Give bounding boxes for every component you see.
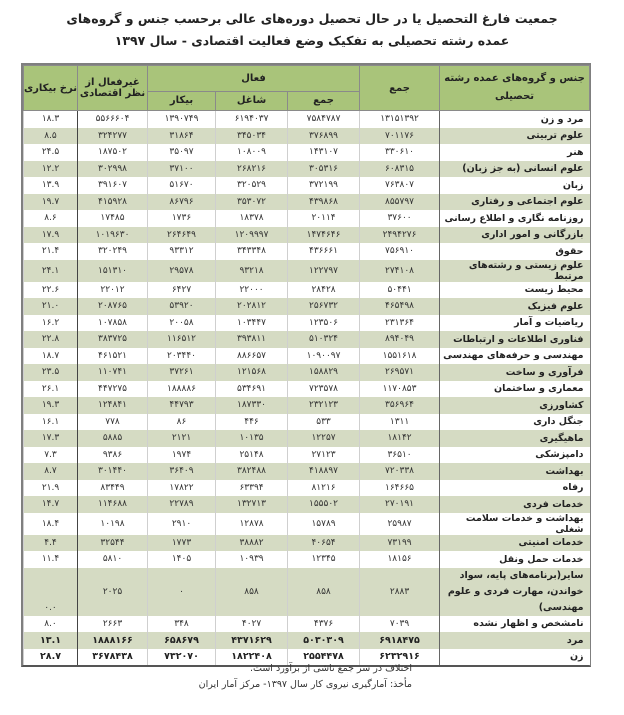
table-row xyxy=(24,144,590,161)
cell-unemployment-rate: ۸.۷ xyxy=(24,463,78,480)
table-row xyxy=(24,397,590,414)
cell-unemployment-rate: ۱۸.۴ xyxy=(24,513,78,535)
cell-active-total: ۲۵۶۷۳۲ xyxy=(288,298,360,315)
cell-active-total: ۵۱۰۳۲۴ xyxy=(288,331,360,348)
cell-employed: ۴۳۷۱۶۲۹ xyxy=(216,632,288,649)
cell-employed: ۲۲۰۰۰ xyxy=(216,282,288,299)
cell-group-name: ماهیگیری xyxy=(440,430,590,447)
table-row xyxy=(24,535,590,552)
cell-inactive: ۸۳۴۴۹ xyxy=(78,480,148,497)
table-row xyxy=(24,414,590,431)
cell-unemployed: ۹۳۳۱۲ xyxy=(148,243,216,260)
cell-unemployment-rate: ۲۴.۱ xyxy=(24,260,78,282)
cell-employed: ۴۴۶ xyxy=(216,414,288,431)
cell-total: ۲۶۹۵۷۱ xyxy=(360,364,440,381)
cell-unemployment-rate: ۱۷.۹ xyxy=(24,227,78,244)
header-group: جنس و گروه‌های عمده رشته تحصیلی xyxy=(440,66,590,111)
cell-employed: ۳۸۸۸۲ xyxy=(216,535,288,552)
cell-unemployed: ۱۷۳۶ xyxy=(148,210,216,227)
cell-unemployment-rate: ۱۴.۷ xyxy=(24,496,78,513)
cell-active-total: ۲۸۴۲۸ xyxy=(288,282,360,299)
cell-unemployed: ۲۶۴۶۴۹ xyxy=(148,227,216,244)
cell-active-total: ۸۵۸ xyxy=(288,568,360,616)
cell-group-name: علوم انسانی (به جز زبان) xyxy=(440,161,590,178)
cell-group-name: علوم فیزیک xyxy=(440,298,590,315)
table-row xyxy=(24,194,590,211)
data-table xyxy=(23,65,590,665)
cell-unemployed: ۲۱۲۱ xyxy=(148,430,216,447)
cell-employed: ۱۲۱۵۶۸ xyxy=(216,364,288,381)
cell-active-total: ۲۵۵۴۴۷۸ xyxy=(288,649,360,666)
cell-active-total: ۴۳۷۶ xyxy=(288,616,360,633)
cell-group-name: مهندسی و حرفه‌های مهندسی xyxy=(440,348,590,365)
cell-group-name: حقوق xyxy=(440,243,590,260)
table-row xyxy=(24,513,590,535)
cell-group-name: علوم اجتماعی و رفتاری xyxy=(440,194,590,211)
cell-unemployed: ۲۰۳۴۴۰ xyxy=(148,348,216,365)
cell-active-total: ۲۳۲۱۲۳ xyxy=(288,397,360,414)
cell-group-name: زبان xyxy=(440,177,590,194)
cell-unemployed: ۲۲۷۸۹ xyxy=(148,496,216,513)
cell-employed: ۸۸۶۶۵۷ xyxy=(216,348,288,365)
cell-inactive: ۱۷۴۸۵ xyxy=(78,210,148,227)
cell-group-name: ریاضیات و آمار xyxy=(440,315,590,332)
table-row xyxy=(24,260,590,282)
cell-group-name: سایر(برنامه‌های پایه، سواد خواندن، مهارت فردی و علوم مهندسی) xyxy=(440,568,590,616)
cell-group-name: رفاه xyxy=(440,480,590,497)
cell-active-total: ۴۳۹۸۶۸ xyxy=(288,194,360,211)
cell-unemployment-rate: ۱۶.۱ xyxy=(24,414,78,431)
header-unemployment-rate: نرخ بیکاری xyxy=(24,66,78,111)
cell-total: ۲۸۸۳ xyxy=(360,568,440,616)
cell-active-total: ۱۵۷۸۹ xyxy=(288,513,360,535)
cell-unemployment-rate: ۱۲.۲ xyxy=(24,161,78,178)
cell-employed: ۵۳۴۶۹۱ xyxy=(216,381,288,398)
cell-active-total: ۴۰۶۵۴ xyxy=(288,535,360,552)
header-inactive: غیرفعال از نظر اقتصادی xyxy=(78,66,148,111)
cell-total: ۲۷۰۱۹۱ xyxy=(360,496,440,513)
cell-group-name: مرد xyxy=(440,632,590,649)
cell-active-total: ۱۲۲۷۹۷ xyxy=(288,260,360,282)
table-row xyxy=(24,381,590,398)
cell-employed: ۱۸۲۲۴۰۸ xyxy=(216,649,288,666)
cell-inactive: ۲۰۸۷۶۵ xyxy=(78,298,148,315)
cell-inactive: ۴۴۷۲۷۵ xyxy=(78,381,148,398)
cell-active-total: ۳۷۲۱۹۹ xyxy=(288,177,360,194)
table-body xyxy=(24,111,590,666)
cell-group-name: معماری و ساختمان xyxy=(440,381,590,398)
table-row xyxy=(24,568,590,616)
cell-unemployment-rate: ۱۳.۱ xyxy=(24,632,78,649)
cell-active-total: ۵۳۳ xyxy=(288,414,360,431)
cell-group-name: خدمات فردی xyxy=(440,496,590,513)
table-row xyxy=(24,447,590,464)
cell-active-total: ۲۰۱۱۴ xyxy=(288,210,360,227)
cell-unemployed: ۶۵۸۶۷۹ xyxy=(148,632,216,649)
cell-active-total: ۱۲۳۴۵ xyxy=(288,551,360,568)
cell-active-total: ۱۰۹۰۰۹۷ xyxy=(288,348,360,365)
cell-unemployment-rate: ۲۲.۸ xyxy=(24,331,78,348)
table-row xyxy=(24,282,590,299)
cell-unemployed: ۱۳۹۰۷۴۹ xyxy=(148,111,216,128)
cell-unemployment-rate: ۲۳.۵ xyxy=(24,364,78,381)
cell-total: ۲۴۹۴۲۷۶ xyxy=(360,227,440,244)
table-row xyxy=(24,227,590,244)
cell-unemployed: ۱۸۸۸۸۶ xyxy=(148,381,216,398)
cell-inactive: ۳۰۲۹۹۸ xyxy=(78,161,148,178)
cell-employed: ۶۱۹۴۰۳۷ xyxy=(216,111,288,128)
cell-total: ۳۷۶۰۰ xyxy=(360,210,440,227)
cell-unemployment-rate: ۲۴.۵ xyxy=(24,144,78,161)
cell-group-name: بهداشت xyxy=(440,463,590,480)
cell-group-name: جنگل داری xyxy=(440,414,590,431)
cell-employed: ۲۶۸۲۱۶ xyxy=(216,161,288,178)
cell-inactive: ۳۲۰۲۴۹ xyxy=(78,243,148,260)
cell-inactive: ۷۷۸ xyxy=(78,414,148,431)
cell-total: ۷۰۱۱۷۶ xyxy=(360,128,440,145)
table-row xyxy=(24,463,590,480)
cell-inactive: ۱۰۱۹۸ xyxy=(78,513,148,535)
footnote-estimate: اختلاف در سر جمع ناشی از برآورد است. xyxy=(250,663,412,674)
table-row xyxy=(24,315,590,332)
cell-total: ۱۳۱۱ xyxy=(360,414,440,431)
cell-inactive: ۳۶۷۸۴۳۸ xyxy=(78,649,148,666)
cell-unemployed: ۷۳۲۰۷۰ xyxy=(148,649,216,666)
cell-total: ۱۸۱۴۲ xyxy=(360,430,440,447)
cell-group-name: دامپزشکی xyxy=(440,447,590,464)
cell-unemployed: ۵۳۹۲۰ xyxy=(148,298,216,315)
cell-total: ۱۵۵۱۶۱۸ xyxy=(360,348,440,365)
cell-active-total: ۵۰۳۰۳۰۹ xyxy=(288,632,360,649)
cell-inactive: ۳۰۱۴۴۰ xyxy=(78,463,148,480)
cell-employed: ۱۸۷۳۳۰ xyxy=(216,397,288,414)
cell-employed: ۳۴۵۰۳۴ xyxy=(216,128,288,145)
cell-inactive: ۱۵۱۳۱۰ xyxy=(78,260,148,282)
cell-unemployment-rate: ۲۸.۷ xyxy=(24,649,78,666)
table-row xyxy=(24,243,590,260)
cell-employed: ۱۲۰۹۹۹۷ xyxy=(216,227,288,244)
table-row xyxy=(24,111,590,128)
cell-active-total: ۱۴۳۱۰۷ xyxy=(288,144,360,161)
cell-active-total: ۴۱۸۸۹۷ xyxy=(288,463,360,480)
cell-unemployed: ۲۹۵۷۸ xyxy=(148,260,216,282)
cell-unemployed: ۱۹۷۴ xyxy=(148,447,216,464)
cell-group-name: فناوری اطلاعات و ارتباطات xyxy=(440,331,590,348)
cell-group-name: محیط زیست xyxy=(440,282,590,299)
cell-group-name: علوم تربیتی xyxy=(440,128,590,145)
cell-active-total: ۲۷۱۲۳ xyxy=(288,447,360,464)
cell-group-name: خدمات امنیتی xyxy=(440,535,590,552)
cell-employed: ۱۲۸۷۸ xyxy=(216,513,288,535)
cell-active-total: ۷۲۳۵۷۸ xyxy=(288,381,360,398)
cell-unemployment-rate: ۱۹.۳ xyxy=(24,397,78,414)
cell-total: ۲۷۴۱۰۸ xyxy=(360,260,440,282)
cell-total: ۱۱۷۰۸۵۳ xyxy=(360,381,440,398)
cell-unemployment-rate: ۱۸.۳ xyxy=(24,111,78,128)
cell-active-total: ۷۵۸۴۷۸۷ xyxy=(288,111,360,128)
cell-unemployment-rate: ۱۷.۳ xyxy=(24,430,78,447)
cell-employed: ۹۳۲۱۸ xyxy=(216,260,288,282)
cell-active-total: ۱۲۳۵۰۶ xyxy=(288,315,360,332)
cell-inactive: ۱۸۸۸۱۶۶ xyxy=(78,632,148,649)
cell-unemployed: ۱۷۸۲۲ xyxy=(148,480,216,497)
cell-unemployment-rate: ۸.۶ xyxy=(24,210,78,227)
cell-group-name: زن xyxy=(440,649,590,666)
table-row xyxy=(24,348,590,365)
cell-unemployed: ۶۴۲۷ xyxy=(148,282,216,299)
title-line-2: عمده رشته تحصیلی به تفکیک وضع فعالیت اقتصادی - سال ۱۳۹۷ xyxy=(114,33,510,48)
table-row xyxy=(24,496,590,513)
cell-total: ۷۵۶۹۱۰ xyxy=(360,243,440,260)
cell-active-total: ۴۳۶۶۶۱ xyxy=(288,243,360,260)
header-active: فعال xyxy=(148,66,360,92)
cell-unemployed: ۸۶ xyxy=(148,414,216,431)
cell-inactive: ۵۵۶۶۶۰۴ xyxy=(78,111,148,128)
cell-unemployed: ۴۴۷۹۳ xyxy=(148,397,216,414)
cell-unemployment-rate: ۲۶.۱ xyxy=(24,381,78,398)
cell-inactive: ۱۲۴۸۴۱ xyxy=(78,397,148,414)
data-table-container xyxy=(21,63,591,667)
cell-inactive: ۳۸۳۷۲۵ xyxy=(78,331,148,348)
cell-total: ۶۲۳۲۹۱۶ xyxy=(360,649,440,666)
cell-employed: ۳۸۲۴۸۸ xyxy=(216,463,288,480)
cell-unemployed: ۳۵۰۹۷ xyxy=(148,144,216,161)
table-row xyxy=(24,161,590,178)
cell-inactive: ۱۱۴۶۸۸ xyxy=(78,496,148,513)
cell-inactive: ۴۶۱۵۲۱ xyxy=(78,348,148,365)
cell-unemployment-rate: ۱۳.۹ xyxy=(24,177,78,194)
cell-group-name: نامشخص و اظهار نشده xyxy=(440,616,590,633)
cell-inactive: ۳۲۵۴۴ xyxy=(78,535,148,552)
cell-employed: ۲۵۱۴۸ xyxy=(216,447,288,464)
table-row xyxy=(24,331,590,348)
cell-unemployed: ۳۱۸۶۴ xyxy=(148,128,216,145)
cell-unemployed: ۸۶۷۹۶ xyxy=(148,194,216,211)
table-row xyxy=(24,616,590,633)
cell-total: ۶۹۱۸۴۷۵ xyxy=(360,632,440,649)
cell-group-name: بهداشت و خدمات سلامت شغلی xyxy=(440,513,590,535)
cell-total: ۷۶۳۸۰۷ xyxy=(360,177,440,194)
cell-total: ۱۸۱۵۶ xyxy=(360,551,440,568)
cell-group-name: روزنامه نگاری و اطلاع رسانی xyxy=(440,210,590,227)
cell-total: ۴۶۵۴۹۸ xyxy=(360,298,440,315)
cell-unemployment-rate: ۲۱.۹ xyxy=(24,480,78,497)
footnote-source: مأخذ: آمارگیری نیروی کار سال ۱۳۹۷- مرکز آمار ایران xyxy=(198,679,412,690)
cell-total: ۷۰۳۹ xyxy=(360,616,440,633)
cell-active-total: ۱۲۲۵۷ xyxy=(288,430,360,447)
title-line-1: جمعیت فارغ التحصیل یا در حال تحصیل دوره‌های عالی برحسب جنس و گروه‌های xyxy=(66,11,558,26)
cell-unemployment-rate: ۲۲.۶ xyxy=(24,282,78,299)
cell-employed: ۲۰۲۸۱۲ xyxy=(216,298,288,315)
cell-group-name: هنر xyxy=(440,144,590,161)
cell-total: ۲۳۱۳۶۴ xyxy=(360,315,440,332)
page-title xyxy=(0,8,624,52)
cell-employed: ۳۵۳۰۷۲ xyxy=(216,194,288,211)
cell-total: ۳۶۵۱۰ xyxy=(360,447,440,464)
cell-group-name: فرآوری و ساخت xyxy=(440,364,590,381)
cell-inactive: ۲۲۰۱۲ xyxy=(78,282,148,299)
header-active-total: جمع xyxy=(288,91,360,110)
cell-inactive: ۱۰۷۸۵۸ xyxy=(78,315,148,332)
cell-unemployed: ۱۱۶۵۱۲ xyxy=(148,331,216,348)
cell-inactive: ۵۸۸۵ xyxy=(78,430,148,447)
cell-active-total: ۱۵۸۸۲۹ xyxy=(288,364,360,381)
cell-active-total: ۱۵۵۵۰۲ xyxy=(288,496,360,513)
cell-group-name: کشاورزی xyxy=(440,397,590,414)
cell-total: ۵۰۴۴۱ xyxy=(360,282,440,299)
cell-employed: ۳۴۳۳۴۸ xyxy=(216,243,288,260)
cell-unemployed: ۵۱۶۷۰ xyxy=(148,177,216,194)
cell-total: ۳۵۶۹۶۴ xyxy=(360,397,440,414)
cell-unemployment-rate: ۲۱.۴ xyxy=(24,243,78,260)
table-row xyxy=(24,128,590,145)
cell-employed: ۱۳۲۷۱۳ xyxy=(216,496,288,513)
cell-inactive: ۲۶۶۳ xyxy=(78,616,148,633)
cell-employed: ۶۳۳۹۴ xyxy=(216,480,288,497)
cell-unemployment-rate: ۷.۳ xyxy=(24,447,78,464)
cell-inactive: ۱۸۷۵۰۲ xyxy=(78,144,148,161)
cell-employed: ۳۹۳۸۱۱ xyxy=(216,331,288,348)
cell-group-name: علوم زیستی و رشته‌های مرتبط xyxy=(440,260,590,282)
cell-unemployment-rate: ۸.۵ xyxy=(24,128,78,145)
cell-unemployed: ۳۷۱۰۰ xyxy=(148,161,216,178)
cell-employed: ۱۸۳۷۸ xyxy=(216,210,288,227)
cell-unemployed: ۱۴۰۵ xyxy=(148,551,216,568)
cell-total: ۸۹۴۰۴۹ xyxy=(360,331,440,348)
cell-unemployed: ۳۴۸ xyxy=(148,616,216,633)
cell-employed: ۳۲۰۵۲۹ xyxy=(216,177,288,194)
cell-active-total: ۱۴۷۴۶۴۶ xyxy=(288,227,360,244)
cell-active-total: ۸۱۲۱۶ xyxy=(288,480,360,497)
table-row xyxy=(24,210,590,227)
cell-employed: ۱۰۱۳۵ xyxy=(216,430,288,447)
cell-total: ۷۲۰۳۳۸ xyxy=(360,463,440,480)
cell-employed: ۱۰۹۳۹ xyxy=(216,551,288,568)
cell-group-name: مرد و زن xyxy=(440,111,590,128)
header-unemployed: بیکار xyxy=(148,91,216,110)
cell-total: ۱۳۱۵۱۳۹۲ xyxy=(360,111,440,128)
table-row xyxy=(24,298,590,315)
cell-total: ۲۵۹۸۷ xyxy=(360,513,440,535)
cell-group-name: بازرگانی و امور اداری xyxy=(440,227,590,244)
cell-unemployment-rate: ۰.۰ xyxy=(24,568,78,616)
cell-employed: ۸۵۸ xyxy=(216,568,288,616)
cell-group-name: خدمات حمل ونقل xyxy=(440,551,590,568)
table-row xyxy=(24,430,590,447)
cell-employed: ۱۰۸۰۰۹ xyxy=(216,144,288,161)
table-row xyxy=(24,364,590,381)
cell-inactive: ۳۲۴۲۷۷ xyxy=(78,128,148,145)
table-row xyxy=(24,480,590,497)
cell-employed: ۱۰۳۴۴۷ xyxy=(216,315,288,332)
cell-inactive: ۱۱۰۷۴۱ xyxy=(78,364,148,381)
header-total: جمع xyxy=(360,66,440,111)
cell-total: ۱۶۴۶۶۵ xyxy=(360,480,440,497)
cell-unemployed: ۰ xyxy=(148,568,216,616)
cell-total: ۸۵۵۷۹۷ xyxy=(360,194,440,211)
cell-unemployment-rate: ۲۱.۰ xyxy=(24,298,78,315)
cell-unemployment-rate: ۱۸.۷ xyxy=(24,348,78,365)
cell-unemployed: ۱۷۷۳ xyxy=(148,535,216,552)
cell-inactive: ۴۱۵۹۲۸ xyxy=(78,194,148,211)
cell-inactive: ۳۹۱۶۰۷ xyxy=(78,177,148,194)
cell-total: ۷۳۱۹۹ xyxy=(360,535,440,552)
cell-inactive: ۵۸۱۰ xyxy=(78,551,148,568)
cell-active-total: ۳۷۶۸۹۹ xyxy=(288,128,360,145)
table-row xyxy=(24,632,590,649)
cell-unemployed: ۲۹۱۰ xyxy=(148,513,216,535)
cell-unemployment-rate: ۱۱.۴ xyxy=(24,551,78,568)
cell-unemployed: ۳۶۴۰۹ xyxy=(148,463,216,480)
header-employed: شاغل xyxy=(216,91,288,110)
cell-total: ۳۳۰۶۱۰ xyxy=(360,144,440,161)
cell-unemployed: ۳۷۲۶۱ xyxy=(148,364,216,381)
cell-employed: ۴۰۲۷ xyxy=(216,616,288,633)
cell-active-total: ۳۰۵۳۱۶ xyxy=(288,161,360,178)
cell-unemployed: ۲۰۰۵۸ xyxy=(148,315,216,332)
cell-unemployment-rate: ۸.۰ xyxy=(24,616,78,633)
table-row xyxy=(24,177,590,194)
table-row xyxy=(24,551,590,568)
cell-total: ۶۰۸۳۱۵ xyxy=(360,161,440,178)
cell-inactive: ۱۰۱۹۶۳۰ xyxy=(78,227,148,244)
cell-unemployment-rate: ۴.۴ xyxy=(24,535,78,552)
footnotes xyxy=(199,661,412,693)
cell-inactive: ۹۳۸۶ xyxy=(78,447,148,464)
cell-unemployment-rate: ۱۹.۷ xyxy=(24,194,78,211)
cell-inactive: ۲۰۲۵ xyxy=(78,568,148,616)
cell-unemployment-rate: ۱۶.۲ xyxy=(24,315,78,332)
